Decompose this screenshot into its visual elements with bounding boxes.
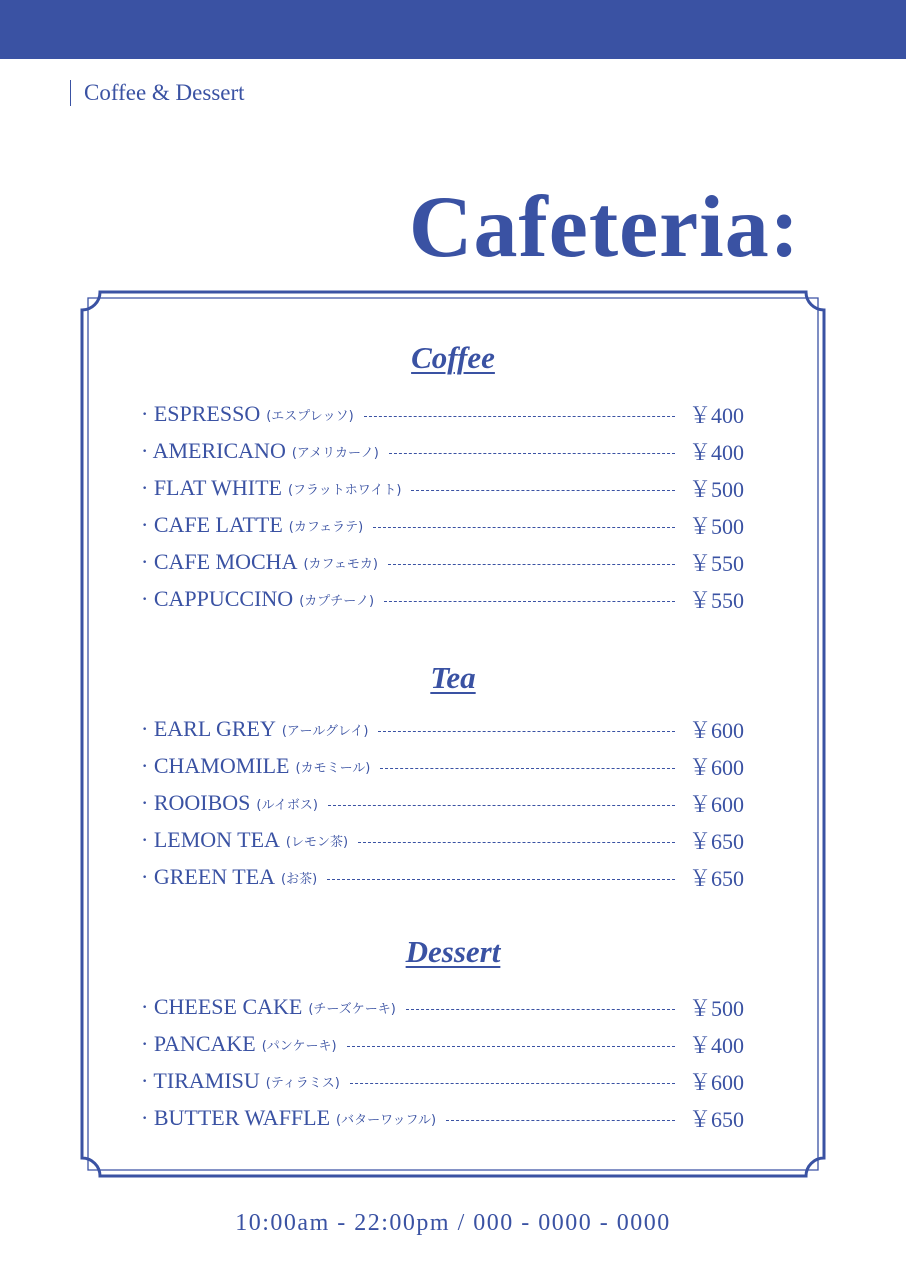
section-heading-tea: Tea — [430, 660, 476, 695]
menu-item — [141, 399, 743, 429]
menu-item — [141, 584, 743, 614]
item-price: ￥600 — [689, 791, 745, 817]
menu-item — [141, 862, 743, 892]
item-name: · ROOIBOS — [141, 790, 251, 815]
item-kana: (ルイボス) — [256, 797, 318, 813]
item-name: · GREEN TEA — [141, 864, 276, 889]
item-name: · CAFE MOCHA — [141, 549, 298, 574]
item-price: ￥400 — [689, 1032, 745, 1058]
item-price: ￥550 — [689, 550, 745, 576]
item-name: · BUTTER WAFFLE — [141, 1105, 331, 1130]
menu-item — [141, 992, 743, 1022]
item-price: ￥600 — [689, 717, 745, 743]
item-name: · CHEESE CAKE — [141, 994, 303, 1019]
top-color-band — [0, 0, 906, 59]
item-price: ￥550 — [689, 587, 745, 613]
item-price: ￥500 — [689, 476, 745, 502]
menu-item — [141, 788, 743, 818]
item-name: · ESPRESSO — [141, 401, 261, 426]
dotted-leader — [364, 416, 675, 417]
menu-item — [141, 1103, 743, 1133]
item-price: ￥650 — [689, 1106, 745, 1132]
item-kana: (フラットホワイト) — [287, 482, 402, 498]
item-kana: (アメリカーノ) — [291, 445, 379, 461]
menu-item — [141, 510, 743, 540]
menu-item — [141, 473, 743, 503]
menu-title: Cafeteria: — [408, 179, 800, 276]
item-kana: (チーズケーキ) — [308, 1001, 396, 1017]
item-name: · EARL GREY — [141, 716, 276, 741]
item-kana: (カモミール) — [295, 760, 371, 776]
menu-item — [141, 1029, 743, 1059]
dotted-leader — [406, 1009, 675, 1010]
item-name: · AMERICANO — [141, 438, 286, 463]
dotted-leader — [358, 842, 675, 843]
item-kana: (アールグレイ) — [281, 723, 369, 739]
menu-subtitle: Coffee & Dessert — [70, 80, 245, 106]
dotted-leader — [378, 731, 675, 732]
dotted-leader — [327, 879, 675, 880]
dotted-leader — [373, 527, 675, 528]
item-price: ￥500 — [689, 513, 745, 539]
item-price: ￥400 — [689, 402, 745, 428]
item-kana: (カプチーノ) — [299, 593, 375, 609]
menu-item — [141, 825, 743, 855]
item-kana: (パンケーキ) — [261, 1038, 337, 1054]
item-kana: (カフェラテ) — [288, 519, 364, 535]
dotted-leader — [411, 490, 675, 491]
section-heading-coffee: Coffee — [411, 340, 495, 375]
dotted-leader — [380, 768, 675, 769]
item-price: ￥400 — [689, 439, 745, 465]
item-kana: (お茶) — [281, 871, 318, 887]
item-kana: (エスプレッソ) — [266, 408, 354, 424]
dotted-leader — [384, 601, 675, 602]
menu-item — [141, 751, 743, 781]
item-kana: (レモン茶) — [285, 834, 349, 850]
dotted-leader — [350, 1083, 675, 1084]
menu-item — [141, 1066, 743, 1096]
dotted-leader — [328, 805, 675, 806]
item-kana: (バターワッフル) — [336, 1112, 437, 1128]
menu-item — [141, 547, 743, 577]
item-name: · TIRAMISU — [141, 1068, 260, 1093]
item-name: · CHAMOMILE — [141, 753, 290, 778]
menu-item — [141, 436, 743, 466]
item-kana: (カフェモカ) — [303, 556, 378, 572]
item-price: ￥600 — [689, 754, 745, 780]
item-price: ￥650 — [689, 865, 745, 891]
item-name: · FLAT WHITE — [141, 475, 282, 500]
dotted-leader — [347, 1046, 675, 1047]
item-price: ￥500 — [689, 995, 745, 1021]
dotted-leader — [389, 453, 675, 454]
item-name: · LEMON TEA — [141, 827, 280, 852]
item-name: · CAPPUCCINO — [141, 586, 294, 611]
item-name: · CAFE LATTE — [141, 512, 283, 537]
item-name: · PANCAKE — [141, 1031, 256, 1056]
footer-hours-phone: 10:00am - 22:00pm / 000 - 0000 - 0000 — [235, 1210, 671, 1236]
item-kana: (ティラミス) — [265, 1075, 340, 1091]
item-price: ￥650 — [689, 828, 745, 854]
item-price: ￥600 — [689, 1069, 745, 1095]
menu-item — [141, 714, 743, 744]
dotted-leader — [388, 564, 675, 565]
dotted-leader — [446, 1120, 675, 1121]
section-heading-dessert: Dessert — [405, 934, 501, 969]
